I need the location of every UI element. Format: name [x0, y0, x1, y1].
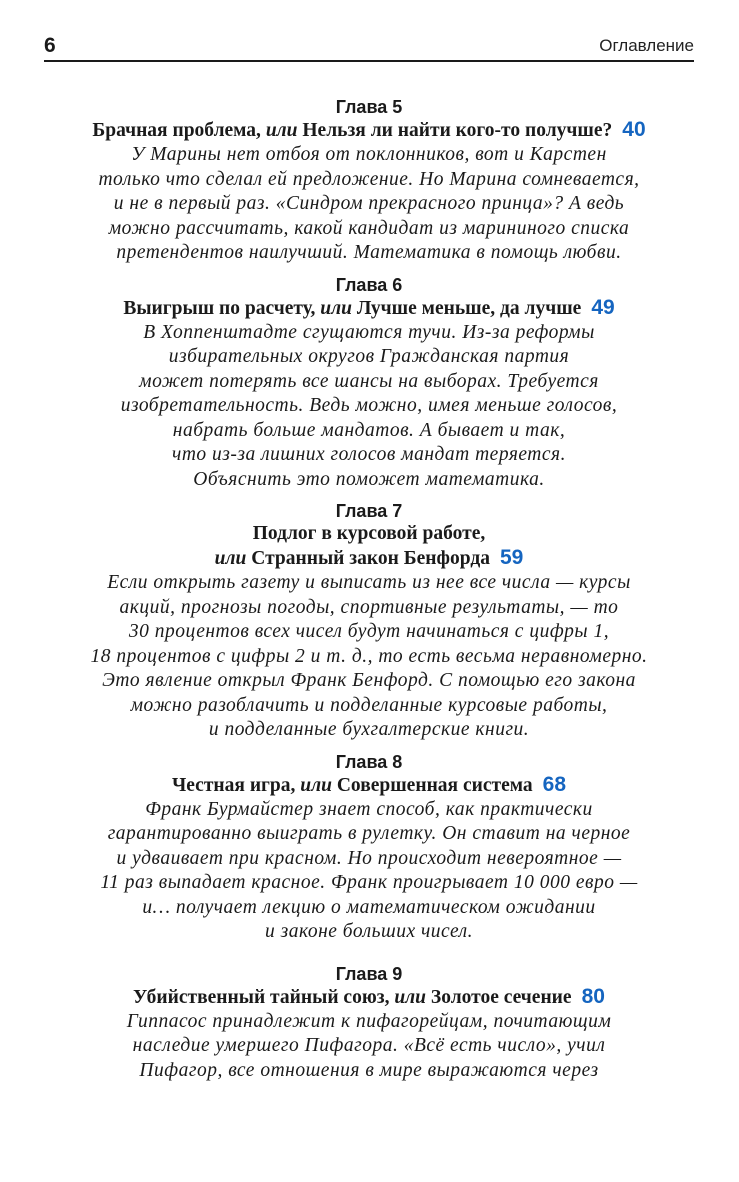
chapter-summary — [44, 143, 694, 266]
summary-line: и подделанные бухгалтерские книги. — [208, 719, 530, 740]
title-text: Нельзя ли найти кого-то получше? — [297, 120, 613, 141]
chapter-title-line — [44, 773, 694, 798]
title-conjunction: или — [214, 548, 247, 569]
title-text: Подлог в курсовой работе, — [252, 523, 486, 544]
summary-line: набрать больше мандатов. А бывает и так, — [172, 419, 566, 441]
summary-line: избирательных округов Гражданская партия — [168, 346, 570, 367]
summary-line: можно разоблачить и подделанные курсовые работы, — [130, 694, 608, 716]
summary-line: можно рассчитать, какой кандидат из марининого списка — [108, 217, 630, 239]
chapter-title-line — [44, 118, 694, 143]
chapter-title — [44, 522, 694, 571]
chapter-title-line — [44, 546, 694, 571]
summary-line: Объяснить это поможет математика. — [193, 468, 545, 490]
chapter-title — [44, 296, 694, 321]
summary-line: и не в первый раз. «Синдром прекрасного принца»? А ведь — [113, 193, 625, 214]
page-reference[interactable]: 40 — [622, 118, 646, 141]
chapter-label: Глава 6 — [335, 274, 403, 295]
summary-line: претендентов наилучший. Математика в помощь любви. — [116, 242, 622, 263]
title-conjunction: или — [265, 120, 298, 141]
chapter-title-line — [44, 985, 694, 1010]
title-conjunction: или — [394, 986, 427, 1008]
title-text: Брачная проблема, — [92, 120, 266, 141]
summary-line: изобретательность. Ведь можно, имея меньше голосов, — [120, 395, 618, 416]
chapter-title — [44, 773, 694, 798]
page-reference[interactable]: 68 — [542, 772, 567, 796]
title-text: Лучше меньше, да лучше — [352, 297, 582, 319]
summary-line: 11 раз выпадает красное. Франк проигрывает 10 000 евро — — [100, 872, 638, 893]
chapter-title-line — [44, 522, 694, 546]
chapter-entry — [44, 96, 694, 266]
chapter-entry — [44, 274, 694, 493]
summary-line: гарантированно выиграть в рулетку. Он ставит на черное — [107, 823, 631, 844]
summary-line: и… получает лекцию о математическом ожидании — [142, 896, 596, 918]
summary-line: только что сделал ей предложение. Но Марина сомневается, — [98, 168, 640, 190]
summary-line: Франк Бурмайстер знает способ, как практически — [145, 798, 593, 820]
chapter-entry — [44, 500, 694, 743]
summary-line: Это явление открыл Франк Бенфорд. С помощью его закона — [102, 670, 636, 691]
table-of-contents — [44, 96, 694, 1091]
chapter-entry — [44, 963, 694, 1084]
chapter-label: Глава 8 — [335, 751, 403, 772]
page-header — [44, 30, 694, 62]
summary-line: 18 процентов с цифры 2 и т. д., то есть весьма неравномерно. — [90, 645, 648, 667]
page-number: 6 — [44, 34, 56, 57]
summary-line: акций, прогнозы погоды, спортивные результаты, — то — [119, 596, 619, 618]
title-conjunction: или — [300, 774, 332, 796]
chapter-label: Глава 5 — [335, 97, 403, 117]
running-title: Оглавление — [599, 36, 694, 55]
summary-line: что из-за лишних голосов мандат теряется. — [172, 444, 566, 465]
summary-line: и законе больших чисел. — [264, 921, 473, 942]
summary-line: наследие умершего Пифагора. «Всё есть число», учил — [132, 1035, 606, 1056]
chapter-entry — [44, 751, 694, 945]
chapter-summary — [44, 798, 694, 945]
title-text: Выигрыш по расчету, — [123, 297, 321, 319]
summary-line: Пифагор, все отношения в мире выражаются через — [139, 1059, 599, 1081]
title-conjunction: или — [320, 297, 352, 319]
chapter-summary — [44, 571, 694, 743]
chapter-summary — [44, 321, 694, 493]
chapter-title-line — [44, 296, 694, 321]
title-text: Странный закон Бенфорда — [246, 548, 490, 569]
title-text: Золотое сечение — [426, 986, 572, 1008]
title-text: Убийственный тайный союз, — [133, 986, 395, 1008]
summary-line: 30 процентов всех чисел будут начинаться с цифры 1, — [128, 621, 610, 642]
summary-line: В Хоппенштадте сгущаются тучи. Из-за реформы — [143, 321, 595, 343]
summary-line: Гиппасос принадлежит к пифагорейцам, почитающим — [126, 1010, 612, 1032]
summary-line: У Марины нет отбоя от поклонников, вот и Карстен — [131, 144, 607, 165]
title-text: Честная игра, — [171, 774, 301, 796]
chapter-summary — [44, 1010, 694, 1084]
chapter-title — [44, 118, 694, 143]
summary-line: может потерять все шансы на выборах. Требуется — [139, 370, 599, 392]
page-reference[interactable]: 59 — [499, 546, 524, 569]
chapter-label: Глава 9 — [335, 963, 403, 984]
chapter-title — [44, 985, 694, 1010]
page-reference[interactable]: 49 — [591, 295, 615, 319]
page-reference[interactable]: 80 — [581, 984, 605, 1008]
title-text: Совершенная система — [331, 774, 533, 796]
chapter-label: Глава 7 — [335, 501, 403, 521]
summary-line: Если открыть газету и выписать из нее все числа — курсы — [107, 572, 631, 593]
summary-line: и удваивает при красном. Но происходит невероятное — — [116, 847, 622, 869]
